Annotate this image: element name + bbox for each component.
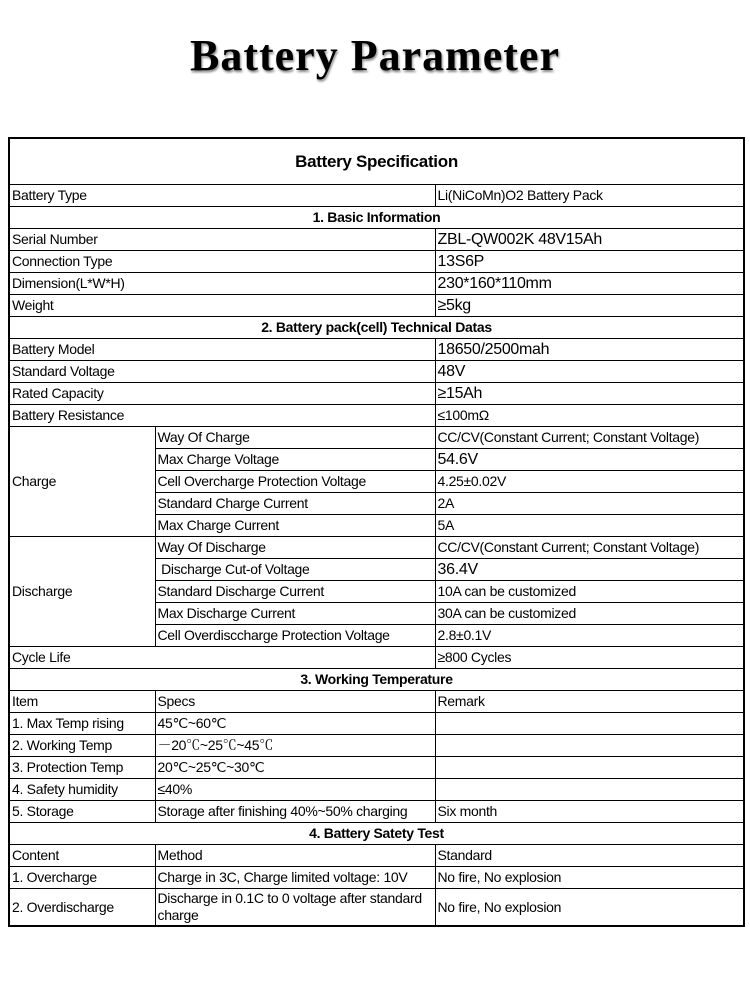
row-label: Max Charge Current — [155, 515, 435, 537]
row-value: 2A — [435, 493, 744, 515]
table-cell — [435, 713, 744, 735]
table-cell: ≤40% — [155, 779, 435, 801]
row-value: 5A — [435, 515, 744, 537]
row-value: 10A can be customized — [435, 581, 744, 603]
row-label: Battery Model — [9, 339, 435, 361]
row-label: Standard Voltage — [9, 361, 435, 383]
column-header-row — [9, 845, 744, 867]
row-value: 4.25±0.02V — [435, 471, 744, 493]
row-value: 48V — [435, 361, 744, 383]
section-title-temperature: 3. Working Temperature — [9, 669, 744, 691]
table-cell: 4. Safety humidity — [9, 779, 155, 801]
table-cell: 1. Overcharge — [9, 867, 155, 889]
row-value: 54.6V — [435, 449, 744, 471]
row-value: 230*160*110mm — [435, 273, 744, 295]
section-row — [9, 823, 744, 845]
row-label: Max Charge Voltage — [155, 449, 435, 471]
table-cell: 5. Storage — [9, 801, 155, 823]
section-row — [9, 317, 744, 339]
row-label: Standard Charge Current — [155, 493, 435, 515]
row-label: Battery Type — [9, 185, 435, 207]
row-label: Discharge Cut-of Voltage — [155, 559, 435, 581]
row-value: ≥15Ah — [435, 383, 744, 405]
page-title: Battery Parameter — [189, 31, 560, 80]
table-heading-row — [9, 138, 744, 185]
section-title-basic: 1. Basic Information — [9, 207, 744, 229]
table-cell: 45℃~60℃ — [155, 713, 435, 735]
table-row — [9, 383, 744, 405]
table-row — [9, 537, 744, 559]
section-title-safety: 4. Battery Satety Test — [9, 823, 744, 845]
table-cell — [435, 779, 744, 801]
row-value: 2.8±0.1V — [435, 625, 744, 647]
table-cell: Charge in 3C, Charge limited voltage: 10V — [155, 867, 435, 889]
row-label: Cell Overcharge Protection Voltage — [155, 471, 435, 493]
row-value: CC/CV(Constant Current; Constant Voltage) — [435, 537, 744, 559]
table-row — [9, 647, 744, 669]
row-label: Weight — [9, 295, 435, 317]
row-value: 13S6P — [435, 251, 744, 273]
row-value: ≥5kg — [435, 295, 744, 317]
table-row — [9, 339, 744, 361]
table-cell: 1. Max Temp rising — [9, 713, 155, 735]
row-label: Connection Type — [9, 251, 435, 273]
column-header: Item — [9, 691, 155, 713]
table-row — [9, 273, 744, 295]
row-label: Way Of Charge — [155, 427, 435, 449]
table-row — [9, 889, 744, 927]
table-cell: 2. Working Temp — [9, 735, 155, 757]
column-header: Standard — [435, 845, 744, 867]
row-label: Cycle Life — [9, 647, 435, 669]
table-cell: 20℃~25℃~30℃ — [155, 757, 435, 779]
charge-group-label: Charge — [9, 427, 155, 537]
row-value: 18650/2500mah — [435, 339, 744, 361]
table-row — [9, 867, 744, 889]
column-header: Remark — [435, 691, 744, 713]
table-row — [9, 295, 744, 317]
table-cell — [435, 757, 744, 779]
section-row — [9, 669, 744, 691]
row-label: Max Discharge Current — [155, 603, 435, 625]
table-row — [9, 251, 744, 273]
column-header: Method — [155, 845, 435, 867]
row-value: CC/CV(Constant Current; Constant Voltage) — [435, 427, 744, 449]
table-row — [9, 361, 744, 383]
row-value: 30A can be customized — [435, 603, 744, 625]
row-value: 36.4V — [435, 559, 744, 581]
row-label: Rated Capacity — [9, 383, 435, 405]
column-header: Content — [9, 845, 155, 867]
table-row — [9, 801, 744, 823]
table-cell: 2. Overdischarge — [9, 889, 155, 927]
row-label: Dimension(L*W*H) — [9, 273, 435, 295]
row-value: ≤100mΩ — [435, 405, 744, 427]
table-row — [9, 757, 744, 779]
table-row — [9, 405, 744, 427]
battery-spec-table — [8, 137, 745, 927]
table-row — [9, 779, 744, 801]
row-value: ≥800 Cycles — [435, 647, 744, 669]
row-value: ZBL-QW002K 48V15Ah — [435, 229, 744, 251]
table-row — [9, 735, 744, 757]
table-cell: Storage after finishing 40%~50% charging — [155, 801, 435, 823]
table-heading: Battery Specification — [9, 138, 744, 185]
row-label: Standard Discharge Current — [155, 581, 435, 603]
table-cell: No fire, No explosion — [435, 867, 744, 889]
table-cell: 3. Protection Temp — [9, 757, 155, 779]
table-row — [9, 229, 744, 251]
table-cell: Six month — [435, 801, 744, 823]
section-row — [9, 207, 744, 229]
discharge-group-label: Discharge — [9, 537, 155, 647]
table-row — [9, 427, 744, 449]
table-cell: No fire, No explosion — [435, 889, 744, 927]
column-header: Specs — [155, 691, 435, 713]
row-label: Serial Number — [9, 229, 435, 251]
row-label: Way Of Discharge — [155, 537, 435, 559]
row-label: Cell Overdisccharge Protection Voltage — [155, 625, 435, 647]
table-cell: －20℃~25℃~45℃ — [155, 735, 435, 757]
table-row — [9, 185, 744, 207]
table-cell: Discharge in 0.1C to 0 voltage after standard charge — [155, 889, 435, 927]
column-header-row — [9, 691, 744, 713]
table-cell — [435, 735, 744, 757]
section-title-technical: 2. Battery pack(cell) Technical Datas — [9, 317, 744, 339]
table-row — [9, 713, 744, 735]
row-label: Battery Resistance — [9, 405, 435, 427]
row-value: Li(NiCoMn)O2 Battery Pack — [435, 185, 744, 207]
